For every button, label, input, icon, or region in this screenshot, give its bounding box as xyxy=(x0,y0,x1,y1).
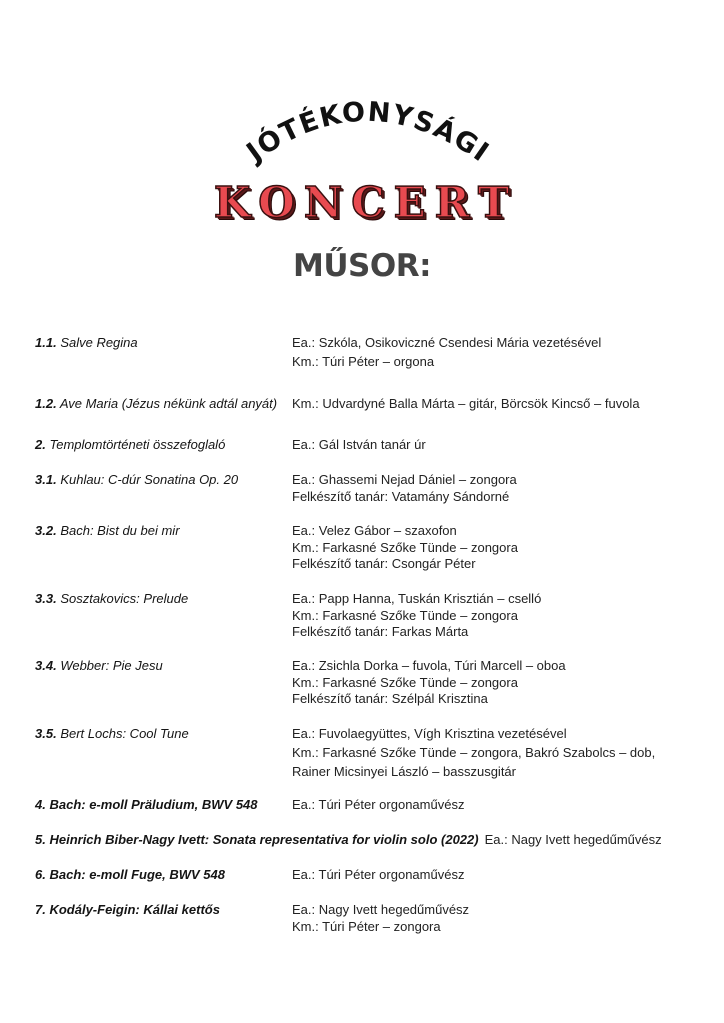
program-item-detail-line: Ea.: Zsichla Dorka – fuvola, Túri Marcell – oboa xyxy=(292,658,566,673)
program-item-details xyxy=(292,658,566,708)
program-item-detail-line: Ea.: Papp Hanna, Tuskán Krisztián – cselló xyxy=(292,591,542,606)
program-item-details xyxy=(292,523,518,573)
program-item-details xyxy=(292,797,464,814)
program-item-title xyxy=(35,437,225,452)
program-item-detail-line: Km.: Túri Péter – zongora xyxy=(292,918,441,934)
program-item-number: 7. xyxy=(35,902,46,917)
program-item-detail-line: Ea.: Gál István tanár úr xyxy=(292,437,426,452)
program-item-detail-line: Felkészítő tanár: Farkas Márta xyxy=(292,624,469,640)
program-item-piece: Heinrich Biber-Nagy Ivett: Sonata representativa for violin solo (2022) xyxy=(49,832,479,847)
program-item-title xyxy=(35,523,180,538)
program-item-number: 3.4. xyxy=(35,658,57,673)
program-item-piece: Bach: e-moll Präludium, BWV 548 xyxy=(49,797,258,812)
program-item-detail-line: Km.: Farkasné Szőke Tünde – zongora xyxy=(292,539,518,555)
program-item-detail-line: Ea.: Túri Péter orgonaművész xyxy=(292,867,465,882)
program-item-details xyxy=(292,335,601,373)
program-item-title xyxy=(35,658,163,673)
program-item-piece: Ave Maria (Jézus nékünk adtál anyát) xyxy=(59,396,278,411)
program-item-detail-line: Ea.: Velez Gábor – szaxofon xyxy=(292,523,457,538)
program-item-number: 5. xyxy=(35,832,46,847)
program-item-detail-line: Km.: Udvardyné Balla Márta – gitár, Börcsök Kincső – fuvola xyxy=(292,396,640,411)
program-item-piece: Webber: Pie Jesu xyxy=(60,658,163,673)
program-item-title xyxy=(35,832,662,847)
program-item-details xyxy=(292,867,464,884)
main-title-text: KONCERT xyxy=(213,178,519,227)
svg-text:JÓTÉKONYSÁGI xyxy=(240,97,495,170)
program-item-title xyxy=(35,726,189,741)
program-item-piece: Kuhlau: C-dúr Sonatina Op. 20 xyxy=(60,472,239,487)
program-item-piece: Salve Regina xyxy=(60,335,138,350)
program-item-number: 3.1. xyxy=(35,472,57,487)
program-item-number: 4. xyxy=(35,797,46,812)
program-item-detail-line: Ea.: Szkóla, Osikoviczné Csendesi Mária vezetésével xyxy=(292,335,602,350)
program-item-details xyxy=(292,472,517,505)
program-item-details xyxy=(292,396,640,413)
program-heading: MŰSOR: xyxy=(293,248,431,284)
program-item-number: 1.2. xyxy=(35,396,57,411)
program-item-title xyxy=(35,396,277,411)
main-title xyxy=(206,178,526,228)
program-item-number: 3.2. xyxy=(35,523,57,538)
program-item-detail-line: Km.: Farkasné Szőke Tünde – zongora xyxy=(292,674,518,690)
program-item-piece: Sosztakovics: Prelude xyxy=(60,591,189,606)
program-item-detail-line: Ea.: Túri Péter orgonaművész xyxy=(292,797,465,812)
program-item-detail-line: Felkészítő tanár: Szélpál Krisztina xyxy=(292,691,488,707)
program-item-number: 6. xyxy=(35,867,46,882)
program-item-title xyxy=(35,867,225,882)
program-item-title xyxy=(35,472,238,487)
program-item-number: 1.1. xyxy=(35,335,57,350)
concert-header xyxy=(0,0,724,300)
program-item-piece: Kodály-Feigin: Kállai kettős xyxy=(49,902,220,917)
program-item-detail-line: Felkészítő tanár: Csongár Péter xyxy=(292,556,476,572)
program-item-piece: Templomtörténeti összefoglaló xyxy=(49,437,226,452)
program-item-detail-line: Felkészítő tanár: Vatamány Sándorné xyxy=(292,488,510,504)
program-item-detail-line: Ea.: Ghassemi Nejad Dániel – zongora xyxy=(292,472,517,487)
program-item-details xyxy=(292,902,469,935)
program-item-number: 3.3. xyxy=(35,591,57,606)
program-item-detail-line: Km.: Farkasné Szőke Tünde – zongora xyxy=(292,607,518,623)
program-item-number: 3.5. xyxy=(35,726,57,741)
program-item-title xyxy=(35,591,188,606)
program-item-piece: Bach: Bist du bei mir xyxy=(60,523,180,538)
program-item-title xyxy=(35,797,258,812)
program-item-details xyxy=(292,437,426,454)
arc-title-text: JÓTÉKONYSÁGI xyxy=(241,96,496,169)
program-item-piece: Bach: e-moll Fuge, BWV 548 xyxy=(49,867,226,882)
program-item-detail-line: Km.: Farkasné Szőke Tünde – zongora, Bakró Szabolcs – dob, xyxy=(292,745,656,760)
arc-title xyxy=(200,70,530,190)
program-item-detail-line: Rainer Micsinyei László – basszusgitár xyxy=(292,764,516,779)
program-item-title xyxy=(35,902,220,917)
program-item-details xyxy=(292,591,541,641)
program-item-performer: Ea.: Nagy Ivett hegedűművész xyxy=(484,832,662,847)
program-item-detail-line: Ea.: Nagy Ivett hegedűművész xyxy=(292,902,470,917)
program-item-number: 2. xyxy=(35,437,46,452)
program-item-piece: Bert Lochs: Cool Tune xyxy=(60,726,189,741)
program-item-detail-line: Ea.: Fuvolaegyüttes, Vígh Krisztina vezetésével xyxy=(292,726,567,741)
program-item-details xyxy=(292,726,655,783)
program-item-title xyxy=(35,335,138,350)
program-item-detail-line: Km.: Túri Péter – orgona xyxy=(292,354,435,369)
